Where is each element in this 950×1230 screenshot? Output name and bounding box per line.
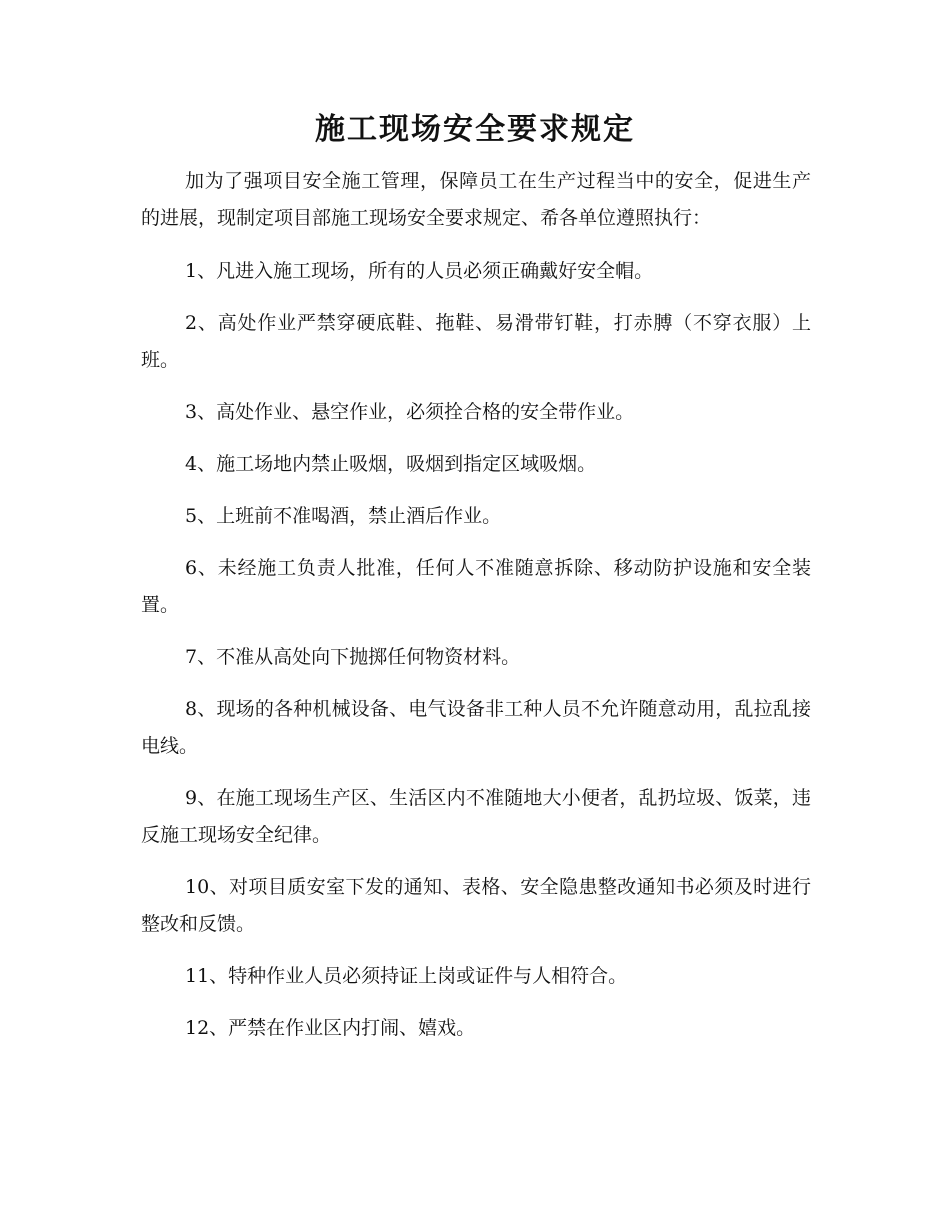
rule-item-12: 12、严禁在作业区内打闹、嬉戏。 <box>185 1017 476 1039</box>
rule-item-2: 2、高处作业严禁穿硬底鞋、拖鞋、易滑带钉鞋，打赤膊（不穿衣服）上班。 <box>141 312 811 371</box>
rule-item-6: 6、未经施工负责人批准，任何人不准随意拆除、移动防护设施和安全装置。 <box>141 557 811 616</box>
rule-item-11: 11、特种作业人员必须持证上岗或证件与人相符合。 <box>185 965 628 987</box>
rule-item-4: 4、施工场地内禁止吸烟，吸烟到指定区域吸烟。 <box>185 453 597 475</box>
rule-item-10: 10、对项目质安室下发的通知、表格、安全隐患整改通知书必须及时进行整改和反馈。 <box>141 876 811 935</box>
rule-item-3: 3、高处作业、悬空作业，必须拴合格的安全带作业。 <box>185 401 635 423</box>
document-title: 施工现场安全要求规定 <box>315 112 635 147</box>
rule-item-5: 5、上班前不准喝酒，禁止酒后作业。 <box>185 505 502 527</box>
rule-item-8: 8、现场的各种机械设备、电气设备非工种人员不允许随意动用，乱拉乱接电线。 <box>141 698 811 757</box>
rule-item-9: 9、在施工现场生产区、生活区内不准随地大小便者，乱扔垃圾、饭菜，违反施工现场安全纪律。 <box>141 787 811 846</box>
document-body <box>141 163 811 1062</box>
intro-paragraph: 加为了强项目安全施工管理，保障员工在生产过程当中的安全，促进生产的进展，现制定项目部施工现场安全要求规定、希各单位遵照执行： <box>141 170 811 229</box>
rule-item-1: 1、凡进入施工现场，所有的人员必须正确戴好安全帽。 <box>185 260 654 282</box>
rule-item-7: 7、不准从高处向下抛掷任何物资材料。 <box>185 646 521 668</box>
